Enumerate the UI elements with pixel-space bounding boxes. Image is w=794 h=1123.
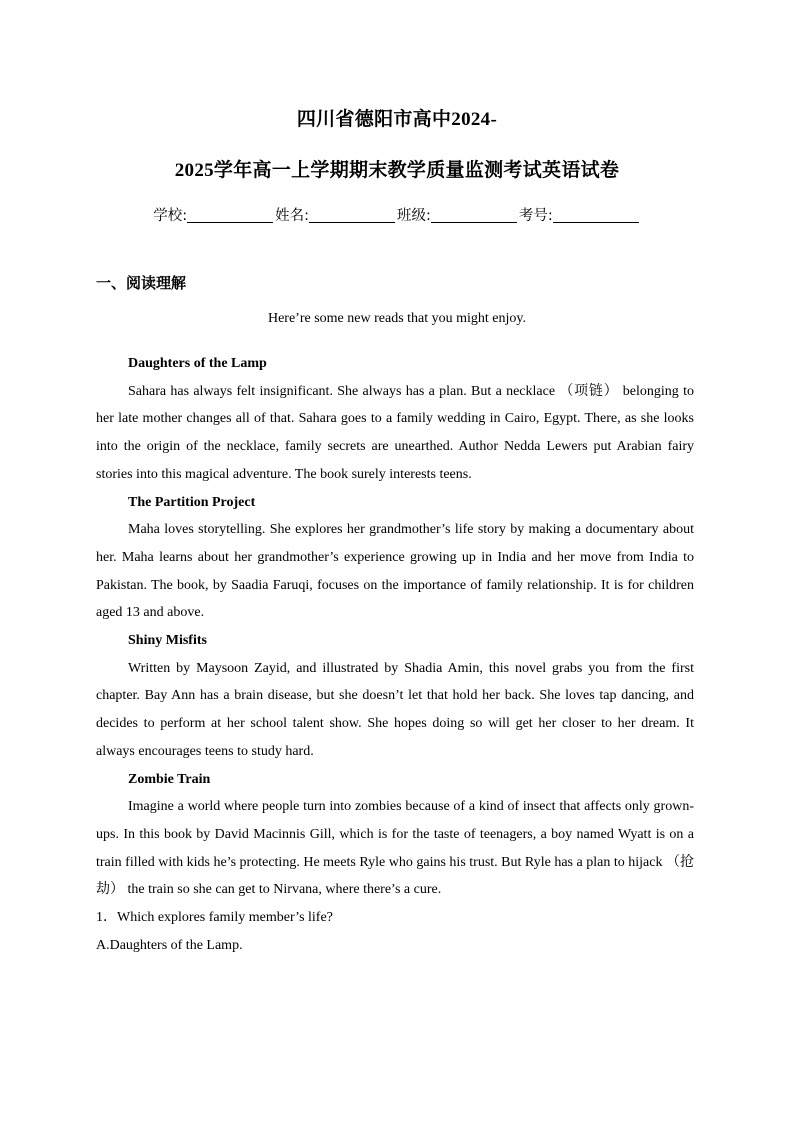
school-label: 学校:	[153, 208, 188, 224]
name-blank[interactable]	[309, 208, 395, 223]
book-title: Shiny Misfits	[128, 633, 207, 649]
book-description: Maha loves storytelling. She explores her grandmother’s life story by making a documentary about her. Maha learns about her grandmother’s experience growing up in India and her move from India to Pakistan. The book, by Saadia Faruqi, focuses on the importance of family relationship. It is for children aged 13 and above.	[96, 522, 694, 621]
section-heading: 一、阅读理解	[96, 274, 187, 292]
passage-body	[96, 350, 694, 959]
student-info-row	[0, 204, 794, 225]
option-a: A.Daughters of the Lamp.	[96, 937, 243, 953]
exam-title-line2: 2025学年高一上学期期末教学质量监测考试英语试卷	[174, 160, 620, 181]
passage-intro: Here’re some new reads that you might enjoy.	[267, 311, 526, 326]
book-description: Sahara has always felt insignificant. She always has a plan. But a necklace （项链） belonging to her late mother changes all of that. Sahara goes to a family wedding in Cairo, Egypt. There, as she looks into the origin of the necklace, family secrets are unearthed. Author Nedda Lewers put Arabian fairy stories into this magical adventure. The book surely interests teens.	[96, 383, 694, 482]
number-blank[interactable]	[553, 208, 639, 223]
question-1: 1．Which explores family member’s life?	[96, 910, 333, 926]
name-label: 姓名:	[275, 208, 309, 224]
exam-title-line1: 四川省德阳市高中2024-	[296, 109, 498, 130]
book-title: The Partition Project	[128, 494, 256, 510]
book-description: Imagine a world where people turn into zombies because of a kind of insect that affects only grown-ups. In this book by David Macinnis Gill, which is for the taste of teenagers, a boy named Wyatt is on a train filled with kids he’s protecting. He meets Ryle who gains his trust. But Ryle has a plan to hijack （抢劫） the train so she can get to Nirvana, where there’s a cure.	[96, 799, 694, 898]
book-description: Written by Maysoon Zayid, and illustrated by Shadia Amin, this novel grabs you from the first chapter. Bay Ann has a brain disease, but she doesn’t let that hold her back. She loves tap dancing, and decides to perform at her school talent show. She hopes doing so will get her closer to her dream. It always encourages teens to study hard.	[96, 660, 694, 759]
school-blank[interactable]	[187, 208, 273, 223]
class-blank[interactable]	[431, 208, 517, 223]
book-title: Daughters of the Lamp	[128, 356, 267, 371]
number-label: 考号:	[518, 208, 553, 224]
book-title: Zombie Train	[128, 771, 211, 787]
class-label: 班级:	[397, 208, 431, 224]
